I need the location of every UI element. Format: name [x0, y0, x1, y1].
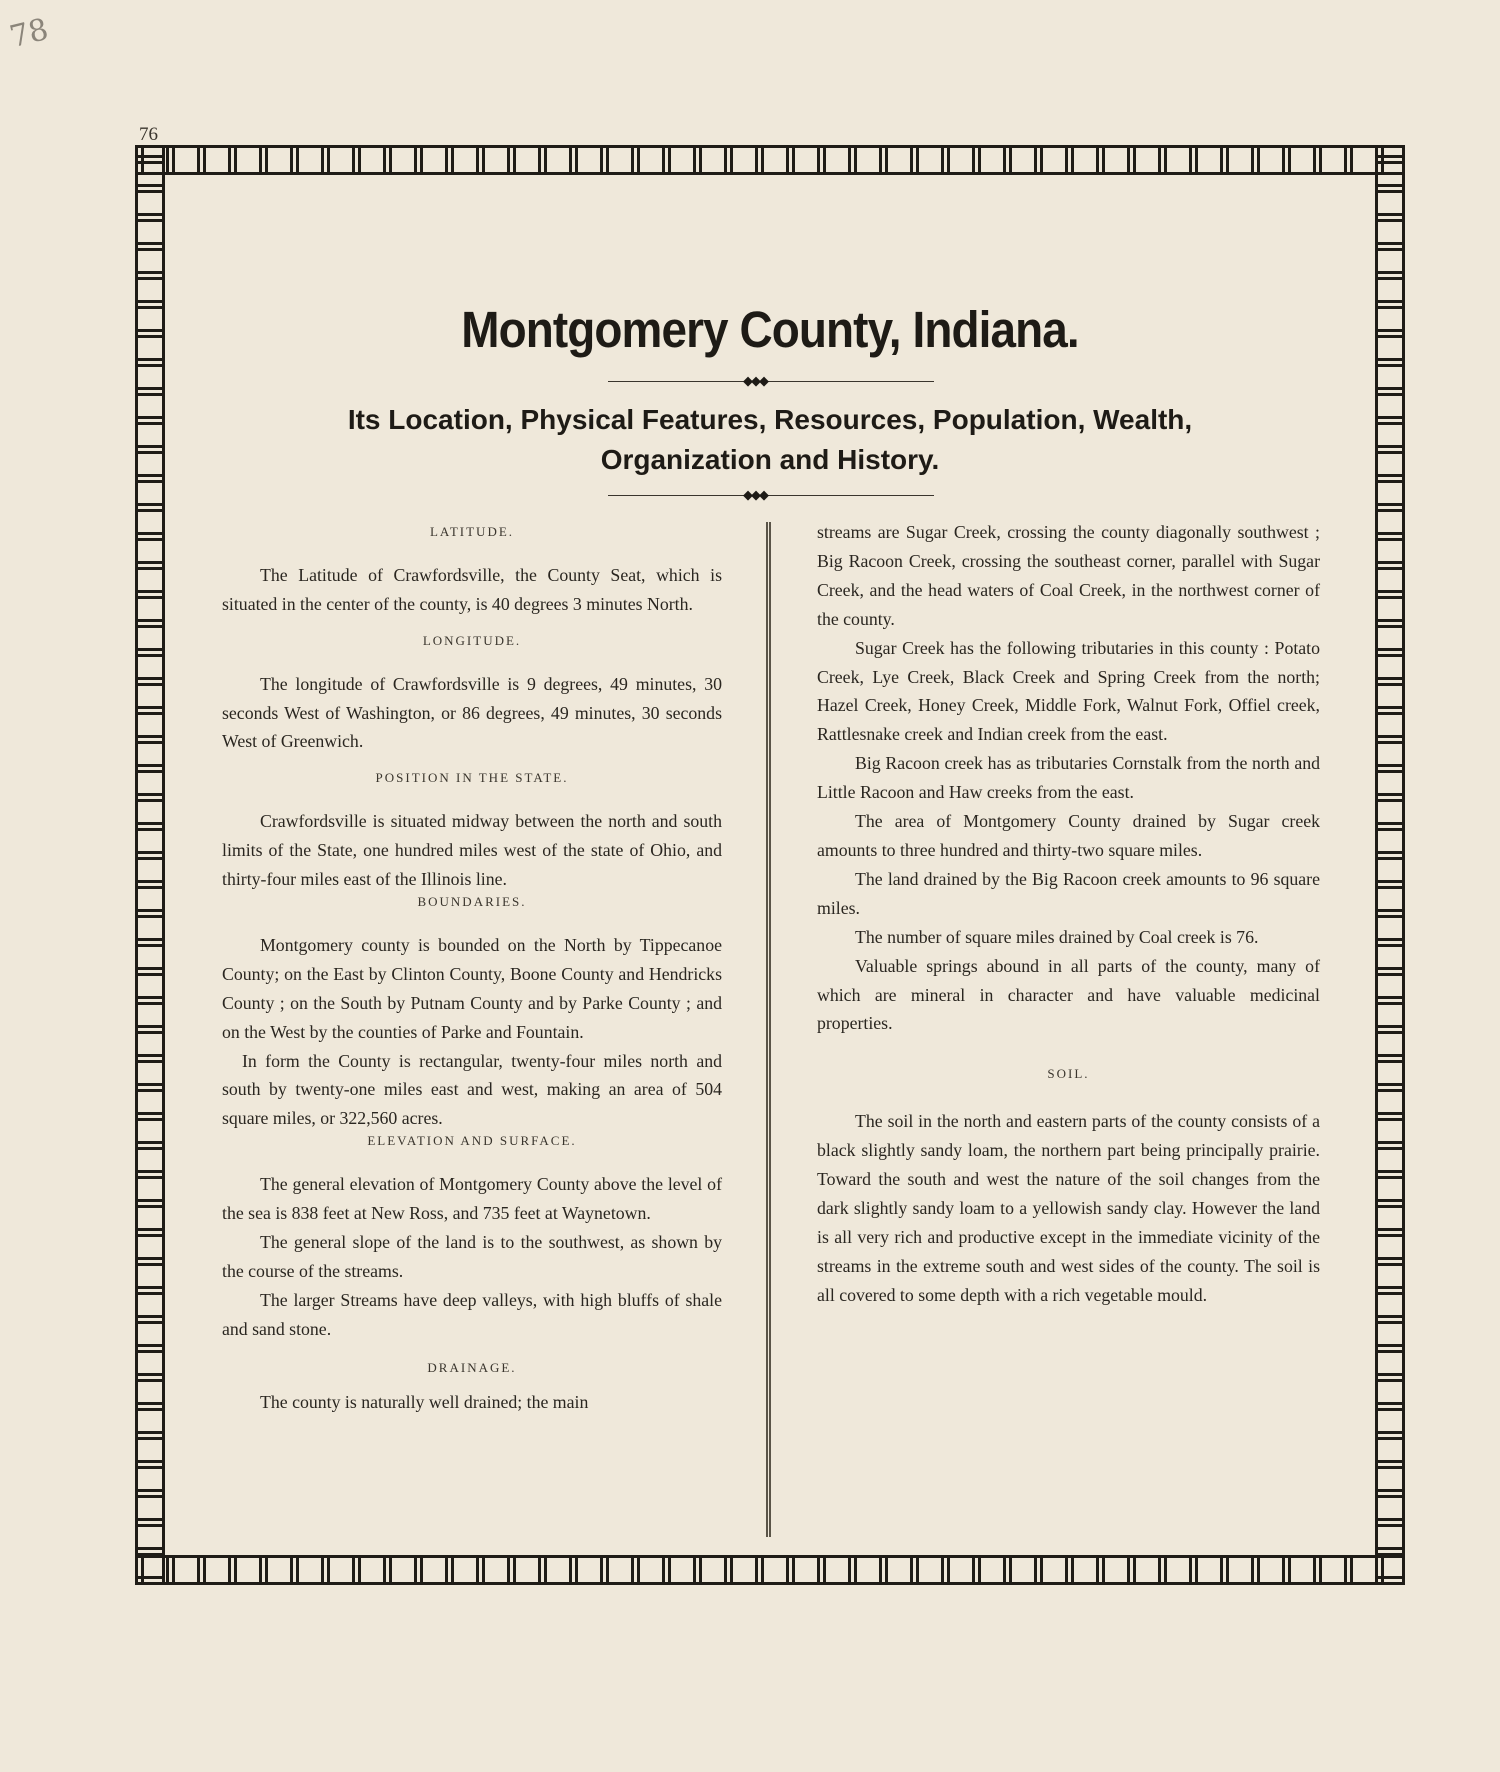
paragraph-boundaries-1: Montgomery county is bounded on the North by Tippecanoe County; on the East by Clinton County, Boone County and Hendricks County ; on the South by Putnam County and by Parke County ; and on the West by the counties of Parke and Fountain. [222, 934, 722, 1042]
section-heading-latitude: LATITUDE. [429, 524, 515, 539]
section-heading-drainage: DRAINAGE. [427, 1359, 517, 1375]
paragraph-position: Crawfordsville is situated midway between the north and south limits of the State, one hundred miles west of the state of Ohio, and thirty-four miles east of the Illinois line. [222, 811, 722, 890]
border-right [1375, 145, 1405, 1585]
paragraph-tributaries: Sugar Creek has the following tributaries in this county : Potato Creek, Lye Creek, Black Creek and Spring Creek from the north; Hazel Creek, Honey Creek, Middle Fork, Walnut Fork, Offiel creek, Rattlesnake creek and Indian creek from the east. [817, 637, 1320, 745]
paragraph-springs: Valuable springs abound in all parts of the county, many of which are mineral in character and have valuable medicinal properties. [817, 955, 1320, 1034]
title-divider [608, 374, 934, 389]
paragraph-racoon-tributaries: Big Racoon creek has as tributaries Cornstalk from the north and Little Racoon and Haw creeks from the east. [817, 753, 1320, 803]
paragraph-sugar-creek-area: The area of Montgomery County drained by Sugar creek amounts to three hundred and thirty-two square miles. [817, 811, 1320, 860]
paragraph-soil: The soil in the north and eastern parts of the county consists of a black slightly sandy loam, the northern part being principally prairie. Toward the south and west the nature of the soil changes from the dark slightly sandy loam to a yellowish sandy clay. However the land is all very rich and productive except in the immediate vicinity of the streams in the extreme south and west sides of the county. The soil is all covered to some depth with a rich vegetable mould. [817, 1111, 1320, 1305]
paragraph-boundaries-2: In form the County is rectangular, twenty-four miles north and south by twenty-one miles east and west, making an area of 504 square miles, or 322,560 acres. [222, 1050, 722, 1129]
paragraph-latitude: The Latitude of Crawfordsville, the County Seat, which is situated in the center of the county, is 40 degrees 3 minutes North. [222, 564, 722, 614]
page-title: Montgomery County, Indiana. [461, 301, 1079, 358]
border-left [135, 145, 165, 1585]
paragraph-racoon-area: The land drained by the Big Racoon creek amounts to 96 square miles. [817, 868, 1320, 918]
section-heading-soil: SOIL. [1047, 1066, 1090, 1082]
section-heading-boundaries: BOUNDARIES. [417, 893, 527, 909]
page-number: 76 [139, 124, 158, 145]
paragraph-coal-creek-area: The number of square miles drained by Coal creek is 76. [855, 926, 1259, 947]
section-heading-elevation: ELEVATION AND SURFACE. [367, 1133, 577, 1149]
paragraph-elevation-1: The general elevation of Montgomery County above the level of the sea is 838 feet at New Ross, and 735 feet at Waynetown. [222, 1174, 722, 1224]
page-subtitle [280, 400, 1260, 480]
paragraph-elevation-2: The general slope of the land is to the southwest, as shown by the course of the streams. [222, 1231, 722, 1281]
paragraph-drainage: The county is naturally well drained; the main [260, 1392, 589, 1413]
border-bottom [135, 1555, 1405, 1585]
column-divider [766, 522, 771, 1537]
paragraph-drainage-continued: streams are Sugar Creek, crossing the county diagonally southwest ; Big Racoon Creek, crossing the southeast corner, parallel with Sugar Creek, and the head waters of Coal Creek, in the northwest corner of the county. [817, 522, 1320, 629]
paragraph-longitude: The longitude of Crawfordsville is 9 degrees, 49 minutes, 30 seconds West of Washington, or 86 degrees, 49 minutes, 30 seconds West of Greenwich. [222, 673, 722, 752]
left-column [222, 518, 722, 1417]
ornament-icon: ◆◆◆ [743, 488, 767, 503]
subtitle-line-1: Its Location, Physical Features, Resources, Population, Wealth, [347, 404, 1193, 435]
border-top [135, 145, 1405, 175]
ornament-icon: ◆◆◆ [743, 374, 767, 389]
subtitle-divider [608, 488, 934, 503]
subtitle-line-2: Organization and History. [600, 444, 940, 475]
pencil-annotation: 78 [6, 11, 52, 56]
right-column [817, 518, 1320, 1310]
section-heading-longitude: LONGITUDE. [422, 632, 522, 648]
section-heading-position: POSITION IN THE STATE. [375, 770, 569, 786]
paragraph-elevation-3: The larger Streams have deep valleys, with high bluffs of shale and sand stone. [222, 1289, 722, 1339]
